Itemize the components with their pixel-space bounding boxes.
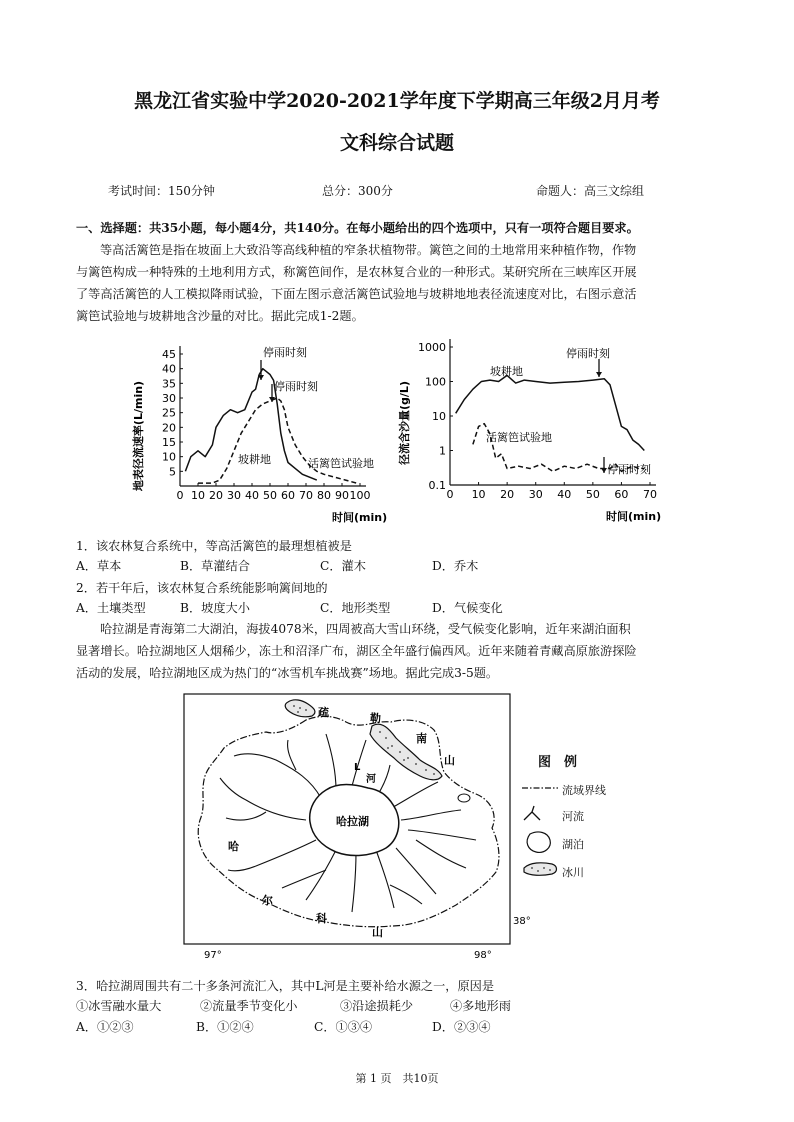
q3-option-a: A．①②③ (76, 1020, 134, 1034)
series-line-hedgerow (198, 398, 356, 483)
annotation-stop-rain-1: 停雨时刻 (566, 347, 610, 360)
range-label: 科 (316, 912, 327, 925)
x-tick-label: 100 (349, 489, 371, 502)
runoff-rate-chart (128, 340, 388, 528)
legend-river: 河流 (562, 810, 584, 823)
q3-option-b: B．①②④ (196, 1020, 254, 1034)
legend-glacier: 冰川 (562, 866, 584, 879)
x-tick-label: 90 (335, 489, 349, 502)
x-tick-label: 70 (299, 489, 313, 502)
q3-item-3: ③沿途损耗少 (340, 999, 414, 1013)
y-tick-label: 1000 (418, 341, 446, 354)
passage-line: 活动的发展，哈拉湖地区成为热门的“冰雪机车挑战赛”场地。据此完成3-5题。 (76, 666, 499, 680)
intro-line: 与篱笆构成一种特殊的土地利用方式，称篱笆间作，是农林复合业的一种形式。某研究所在三峡库区开展 (76, 265, 637, 279)
q1-option-d: D．乔木 (432, 559, 479, 573)
exam-author: 命题人：高三文综组 (536, 184, 645, 198)
legend-title: 图 例 (538, 755, 578, 770)
q3-item-2: ②流量季节变化小 (200, 999, 298, 1013)
legend-boundary: 流域界线 (562, 784, 606, 797)
total-score: 总分：300分 (322, 184, 393, 198)
y-tick-label: 25 (162, 406, 176, 420)
x-tick-label: 40 (245, 489, 259, 502)
q2-option-d: D．气候变化 (432, 601, 503, 615)
small-lake (458, 794, 470, 802)
x-tick-label: 60 (281, 489, 295, 502)
annotation-stop-rain-1: 停雨时刻 (263, 346, 307, 359)
annotation-stop-rain-2: 停雨时刻 (607, 463, 651, 476)
q3-option-d: D．②③④ (432, 1020, 491, 1034)
range-label: 哈 (228, 840, 239, 853)
x-tick-label: 30 (528, 488, 543, 501)
y-tick-label: 0.1 (428, 479, 446, 492)
x-tick-label: 10 (471, 488, 486, 501)
glacier-symbol (524, 863, 557, 876)
longitude-97: 97° (204, 950, 222, 961)
river-l-label: L (354, 762, 361, 773)
range-label: 尔 (262, 894, 273, 907)
intro-paragraph (76, 239, 722, 327)
range-label: 山 (444, 754, 455, 767)
y-tick-label: 30 (162, 392, 176, 405)
x-tick-label: 60 (614, 488, 629, 501)
x-tick-label: 40 (557, 488, 572, 501)
exam-subtitle: 文科综合试题 (339, 132, 454, 154)
longitude-98: 98° (474, 950, 492, 961)
exam-time: 考试时间：150分钟 (108, 184, 215, 198)
x-tick-label: 50 (585, 488, 600, 501)
question-2-stem: 2．若干年后，该农林复合系统能影响篱间地的 (76, 581, 328, 595)
q1-option-a: A．草本 (76, 559, 122, 573)
series-label-hedgerow: 活篱笆试验地 (486, 431, 552, 444)
y-tick-label: 5 (169, 465, 176, 479)
legend-lake: 湖泊 (562, 838, 584, 851)
chart-marks (456, 375, 645, 471)
intro-line: 等高活篱笆是指在坡面上大致沿等高线种植的窄条状植物带。篱笆之间的土地常用来种植作物，作物 (100, 243, 637, 257)
q2-option-a: A．土壤类型 (76, 601, 146, 615)
river-symbol (524, 806, 540, 820)
y-tick-label: 20 (162, 421, 176, 435)
x-tick-label: 50 (263, 489, 277, 502)
q3-item-1: ①冰雪融水量大 (76, 999, 162, 1013)
q2-option-c: C．地形类型 (320, 601, 391, 615)
section-heading: 一、选择题：共35小题，每小题4分，共140分。在每小题给出的四个选项中，只有一项符合题目要求。 (76, 221, 639, 235)
y-tick-label: 10 (432, 410, 446, 423)
chart-axes (418, 339, 657, 501)
hala-lake-map (176, 690, 556, 962)
range-label: 山 (372, 926, 383, 939)
passage-hala-lake (76, 618, 722, 684)
y-tick-label: 35 (162, 377, 176, 391)
q3-item-4: ④多地形雨 (450, 999, 511, 1013)
range-label: 勒 (370, 712, 381, 725)
y-tick-label: 10 (162, 450, 176, 464)
x-axis-label: 时间(min) (332, 511, 388, 524)
q1-option-c: C．灌木 (320, 559, 366, 573)
intro-line: 了等高活篱笆的人工模拟降雨试验，下面左图示意活篱笆试验地与坡耕地地表径流速度对比，右图示意活 (76, 287, 637, 301)
y-tick-label: 100 (425, 375, 446, 389)
latitude-38: 38° (513, 916, 531, 927)
x-tick-label: 0 (176, 489, 184, 502)
series-label-hedgerow: 活篱笆试验地 (308, 457, 374, 470)
series-label-sloping-farmland: 坡耕地 (490, 365, 523, 378)
y-tick-label: 15 (162, 436, 176, 449)
page-footer: 第 1 页 共10页 (355, 1072, 439, 1085)
series-label-sloping-farmland: 坡耕地 (238, 453, 271, 466)
q2-option-b: B．坡度大小 (180, 601, 250, 615)
q3-option-c: C．①③④ (314, 1020, 373, 1034)
y-tick-label: 1 (439, 444, 446, 458)
x-tick-label: 80 (317, 489, 331, 502)
y-axis-label: 径流含沙量(g/L) (398, 381, 411, 465)
exam-title: 黑龙江省实验中学2020-2021学年度下学期高三年级2月月考 (134, 90, 660, 112)
x-tick-label: 30 (227, 489, 241, 502)
passage-line: 显著增长。哈拉湖地区人烟稀少，冻土和沼泽广布，湖区全年盛行偏西风。近年来随着青藏高原旅游探险 (76, 644, 637, 658)
river-he-label: 河 (366, 774, 376, 785)
x-tick-label: 20 (500, 488, 515, 501)
x-tick-label: 70 (643, 488, 657, 501)
x-tick-label: 10 (191, 489, 205, 502)
range-label: 南 (416, 732, 427, 745)
lake-label: 哈拉湖 (336, 815, 369, 828)
lake-symbol (527, 832, 550, 852)
range-label: 疏 (318, 706, 329, 719)
annotation-stop-rain-2: 停雨时刻 (274, 380, 318, 393)
x-tick-label: 20 (209, 489, 223, 502)
x-tick-label: 0 (446, 488, 454, 501)
y-tick-label: 40 (162, 362, 176, 376)
y-axis-label: 地表径流速率(L/min) (132, 380, 145, 492)
passage-line: 哈拉湖是青海第二大湖泊，海拔4078米，四周被高大雪山环绕，受气候变化影响，近年来湖泊面积 (100, 622, 631, 636)
stop-rain-arrow-1-head (596, 372, 602, 377)
question-1-stem: 1．该农林复合系统中，等高活篱笆的最理想植被是 (76, 539, 352, 553)
x-axis-label: 时间(min) (606, 510, 662, 523)
sediment-chart (392, 335, 682, 527)
glacier (370, 724, 442, 780)
y-tick-label: 45 (162, 348, 176, 361)
q1-option-b: B．草灌结合 (180, 559, 250, 573)
question-3-stem: 3．哈拉湖周围共有二十多条河流汇入，其中L河是主要补给水源之一，原因是 (76, 979, 495, 993)
intro-line: 篱笆试验地与坡耕地含沙量的对比。据此完成1-2题。 (76, 309, 364, 323)
